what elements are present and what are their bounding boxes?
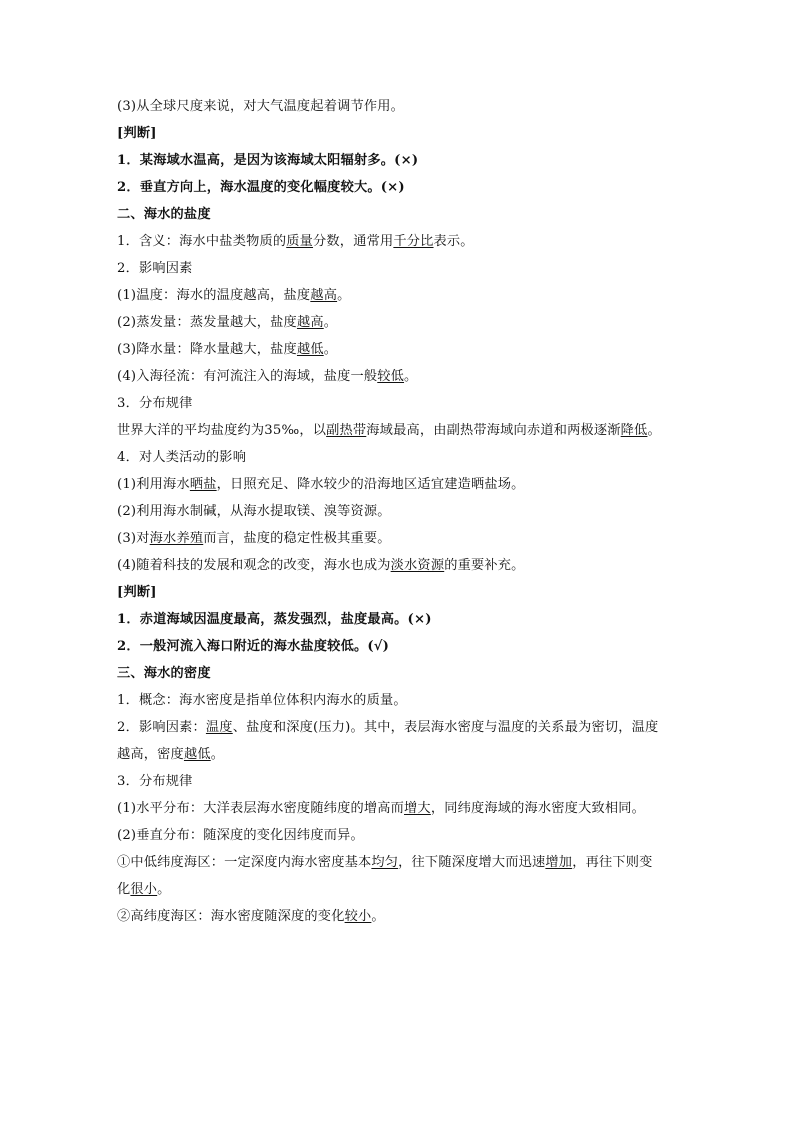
text-line: (3)从全球尺度来说，对大气温度起着调节作用。 (117, 99, 405, 114)
text-line (117, 849, 697, 876)
section-heading: 二、海水的盐度 (117, 207, 211, 222)
text-line (117, 471, 697, 498)
text-line: 2．影响因素 (117, 261, 193, 276)
text-line (117, 903, 697, 930)
text-line (117, 336, 697, 363)
text-fragment: ①中低纬度海区：一定深度内海水密度基本 (117, 855, 372, 870)
text-line: 1．概念：海水密度是指单位体积内海水的质量。 (117, 693, 407, 708)
underlined-answer: 副热带 (326, 423, 367, 438)
text-line (117, 309, 697, 336)
judge-label: [判断] (117, 126, 157, 141)
text-fragment: (1)温度：海水的温度越高，盐度 (117, 288, 311, 303)
document-page (117, 93, 697, 930)
underlined-answer: 降低 (620, 423, 648, 438)
underlined-answer: 海水养殖 (149, 531, 204, 546)
text-fragment: (1)水平分布：大洋表层海水密度随纬度的增高而 (117, 801, 405, 816)
text-fragment: ，同纬度海域的海水密度大致相同。 (430, 801, 646, 816)
underlined-answer: 温度 (205, 720, 233, 735)
text-fragment: 分数，通常用 (313, 234, 394, 249)
underlined-answer: 晒盐 (189, 477, 217, 492)
text-fragment: (1)利用海水 (117, 477, 190, 492)
text-fragment: ②高纬度海区：海水密度随深度的变化 (117, 909, 345, 924)
text-fragment: 海域最高，由副热带海域向赤道和两极逐渐 (366, 423, 621, 438)
text-line: 3．分布规律 (117, 774, 193, 789)
judge-item: 1．某海域水温高，是因为该海域太阳辐射多。(×) (117, 153, 419, 168)
text-line (117, 282, 697, 309)
text-fragment: 。 (210, 747, 225, 762)
text-fragment: 越高，密度 (117, 747, 184, 762)
underlined-answer: 越高 (296, 315, 324, 330)
text-fragment: 。 (337, 288, 351, 303)
text-fragment: 。 (371, 909, 385, 924)
underlined-answer: 增加 (545, 855, 573, 870)
text-fragment: 世界大洋的平均盐度约为35‰，以 (117, 423, 327, 438)
underlined-answer: 较小 (344, 909, 372, 924)
text-line (117, 525, 697, 552)
text-fragment: ，往下随深度增大而迅速 (398, 855, 546, 870)
underlined-answer: 越高 (310, 288, 338, 303)
underlined-answer: 较低 (377, 369, 405, 384)
text-fragment: (3)降水量：降水量越大，盐度 (117, 342, 297, 357)
judge-item: 2．一般河流入海口附近的海水盐度较低。(√) (117, 639, 390, 654)
text-fragment: 化 (117, 882, 131, 897)
text-line (117, 228, 697, 255)
text-line: (2)垂直分布：随深度的变化因纬度而异。 (117, 828, 364, 843)
text-fragment: (4)入海径流：有河流注入的海域，盐度一般 (117, 369, 378, 384)
text-fragment: 、盐度和深度(压力)。其中，表层海水密度与温度的关系最为密切，温度 (232, 720, 659, 735)
text-fragment: 的重要补充。 (444, 558, 525, 573)
text-fragment: 。 (323, 315, 338, 330)
underlined-answer: 淡水资源 (390, 558, 445, 573)
text-line: 4．对人类活动的影响 (117, 450, 247, 465)
text-line (117, 417, 697, 444)
judge-label: [判断] (117, 585, 157, 600)
text-fragment: (2)蒸发量：蒸发量越大，盐度 (117, 315, 297, 330)
underlined-answer: 质量 (286, 234, 314, 249)
text-line (117, 876, 697, 903)
underlined-answer: 越低 (183, 747, 211, 762)
text-line (117, 714, 697, 741)
text-fragment: ，日照充足、降水较少的沿海地区适宜建造晒盐场。 (216, 477, 525, 492)
text-line (117, 741, 697, 768)
text-fragment: 。 (157, 882, 171, 897)
text-line (117, 363, 697, 390)
judge-item: 2．垂直方向上，海水温度的变化幅度较大。(×) (117, 180, 405, 195)
underlined-answer: 很小 (130, 882, 158, 897)
text-line (117, 795, 697, 822)
text-fragment: 。 (323, 342, 338, 357)
judge-item: 1．赤道海域因温度最高，蒸发强烈，盐度最高。(×) (117, 612, 432, 627)
text-line: 3．分布规律 (117, 396, 193, 411)
underlined-answer: 增大 (404, 801, 431, 816)
underlined-answer: 千分比 (393, 234, 434, 249)
text-fragment: 。 (647, 423, 661, 438)
text-fragment: 2．影响因素： (117, 720, 206, 735)
text-fragment: 。 (404, 369, 418, 384)
text-line: (2)利用海水制碱，从海水提取镁、溴等资源。 (117, 504, 391, 519)
text-line (117, 552, 697, 579)
underlined-answer: 均匀 (371, 855, 399, 870)
text-fragment: ，再往下则变 (572, 855, 653, 870)
section-heading: 三、海水的密度 (117, 666, 211, 681)
text-fragment: (3)对 (117, 531, 150, 546)
text-fragment: 而言，盐度的稳定性极其重要。 (203, 531, 391, 546)
text-fragment: 表示。 (433, 234, 474, 249)
text-fragment: (4)随着科技的发展和观念的改变，海水也成为 (117, 558, 391, 573)
text-fragment: 1．含义：海水中盐类物质的 (117, 234, 287, 249)
underlined-answer: 越低 (296, 342, 324, 357)
